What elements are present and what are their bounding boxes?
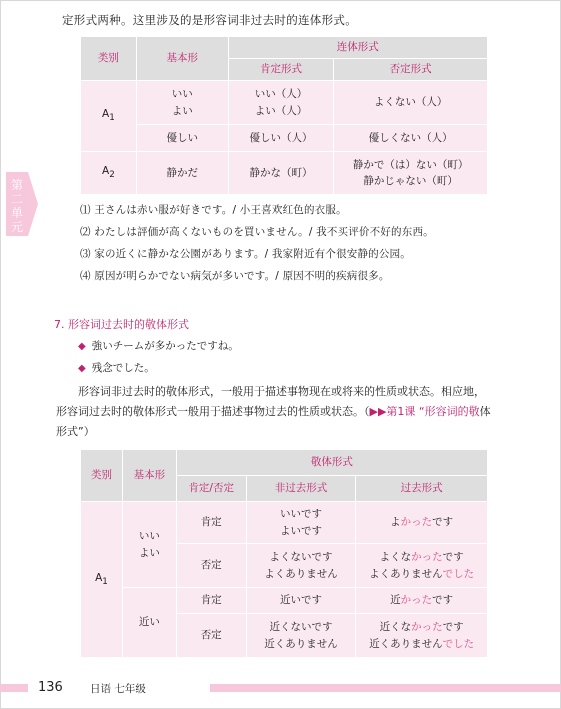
cell-affirmative-label: 肯定 xyxy=(176,588,246,614)
category-a2: $A_2$ xyxy=(81,152,137,195)
cell-negative-label: 否定 xyxy=(176,544,246,588)
example-sentence: ⑵ わたしは評価が高くないものを買いません。/ 我不买评价不好的东西。 xyxy=(80,226,434,238)
diamond-bullet-icon: ◆ xyxy=(78,341,86,352)
book-name: 日语 七年级 xyxy=(90,683,146,695)
cell-basic: 優しい xyxy=(136,125,228,152)
cell-past: 近かったです xyxy=(356,588,488,614)
cell-nonpast: いいです よいです xyxy=(246,502,356,544)
header-category: 类别 xyxy=(81,37,137,81)
section-title: 7. 形容词过去时的敬体形式 xyxy=(54,318,189,331)
cell-basic: 静かだ xyxy=(136,152,228,195)
header-polite-form: 敬体形式 xyxy=(176,450,487,476)
header-nonpast-form: 非过去形式 xyxy=(246,476,356,502)
cell-negative-label: 否定 xyxy=(176,614,246,658)
polite-form-table xyxy=(80,449,488,658)
header-negative: 否定形式 xyxy=(334,59,488,81)
attributive-form-table xyxy=(80,36,488,195)
header-basic-form: 基本形 xyxy=(122,450,176,502)
intro-text: 定形式两种。这里涉及的是形容词非过去时的连体形式。 xyxy=(62,13,357,27)
cell-negative: 優しくない（人） xyxy=(334,125,488,152)
example-sentence: ⑴ 王さんは赤い服が好きです。/ 小王喜欢红色的衣服。 xyxy=(80,204,347,216)
header-attributive-form: 连体形式 xyxy=(228,37,487,59)
lesson-reference: ▶▶第1课 “形容词的敬 xyxy=(369,405,480,418)
header-past-form: 过去形式 xyxy=(356,476,488,502)
header-affirmative-negative: 肯定/否定 xyxy=(176,476,246,502)
cell-past: 近くなかったです 近くありませんでした xyxy=(356,614,488,658)
header-category: 类别 xyxy=(81,450,123,502)
page-number: 136 xyxy=(38,680,63,695)
example-sentence: ⑷ 原因が明らかでない病気が多いです。/ 原因不明的疾病很多。 xyxy=(80,270,390,282)
header-basic-form: 基本形 xyxy=(136,37,228,81)
category-a1: $A_1$ xyxy=(81,502,123,658)
cell-affirmative: 優しい（人） xyxy=(228,125,334,152)
diamond-bullet-icon: ◆ xyxy=(78,363,86,374)
cell-affirmative: いい（人） よい（人） xyxy=(228,81,334,125)
cell-past: よかったです xyxy=(356,502,488,544)
cell-basic: いい よい xyxy=(136,81,228,125)
cell-affirmative-label: 肯定 xyxy=(176,502,246,544)
cell-nonpast: 近くないです 近くありません xyxy=(246,614,356,658)
explanation-paragraph: 形容词非过去时的敬体形式，一般用于描述事物现在或将来的性质或状态。相应地，形容词过去时的敬体形式一般用于描述事物过去的性质或状态。（▶▶第1课 “形容词的敬体形式”） xyxy=(56,385,491,438)
footer-bar-right xyxy=(210,684,561,692)
header-affirmative: 肯定形式 xyxy=(228,59,334,81)
cell-negative: 静かで（は）ない（町） 静かじゃない（町） xyxy=(334,152,488,195)
category-a1: $A_1$ xyxy=(81,81,137,152)
footer-bar-left xyxy=(0,684,28,692)
cell-affirmative: 静かな（町） xyxy=(228,152,334,195)
cell-past: よくなかったです よくありませんでした xyxy=(356,544,488,588)
bullet-item: ◆ 残念でした。 xyxy=(78,362,155,374)
cell-nonpast: よくないです よくありません xyxy=(246,544,356,588)
cell-basic: いい よい xyxy=(122,502,176,588)
cell-nonpast: 近いです xyxy=(246,588,356,614)
cell-basic: 近い xyxy=(122,588,176,658)
example-sentence: ⑶ 家の近くに静かな公園があります。/ 我家附近有个很安静的公园。 xyxy=(80,248,411,260)
cell-negative: よくない（人） xyxy=(334,81,488,125)
unit-side-tab: 第二单元 xyxy=(6,172,28,236)
bullet-item: ◆ 強いチームが多かったですね。 xyxy=(78,340,239,352)
